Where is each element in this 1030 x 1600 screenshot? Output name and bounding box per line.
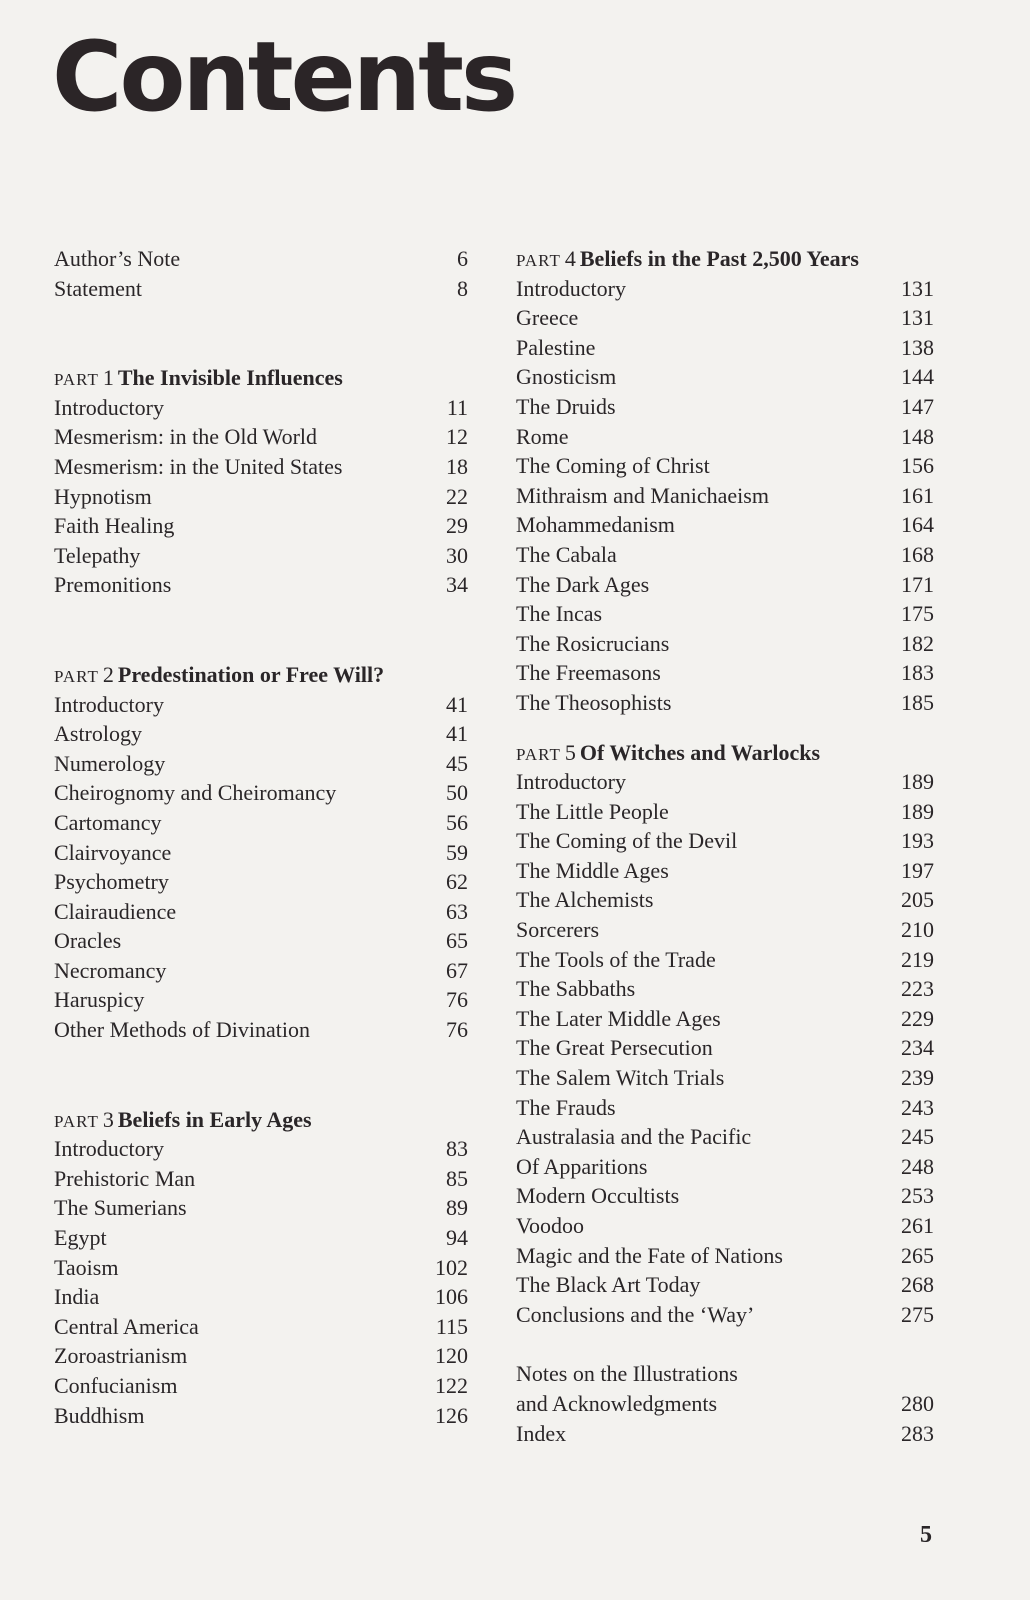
entry-page: 265 bbox=[901, 1242, 934, 1268]
page-title: Contents bbox=[52, 21, 516, 133]
toc-entry bbox=[516, 599, 934, 629]
entry-page: 245 bbox=[901, 1124, 934, 1150]
entry-page: 89 bbox=[446, 1195, 468, 1221]
toc-entry bbox=[54, 541, 468, 571]
entry-label: Introductory bbox=[54, 394, 164, 420]
toc-entry bbox=[516, 1300, 934, 1330]
toc-entry bbox=[54, 690, 468, 720]
entry-label: The Later Middle Ages bbox=[516, 1005, 721, 1031]
toc-entry bbox=[516, 333, 934, 363]
toc-entry bbox=[516, 1033, 934, 1063]
entry-label: Statement bbox=[54, 275, 142, 301]
entry-label: Psychometry bbox=[54, 869, 169, 895]
part-number: 3 bbox=[102, 1106, 114, 1132]
entry-page: 148 bbox=[901, 423, 934, 449]
part-label: PART bbox=[516, 744, 561, 764]
entry-page: 8 bbox=[457, 275, 468, 301]
entry-label: The Coming of the Devil bbox=[516, 828, 738, 854]
entry-page: 156 bbox=[901, 453, 934, 479]
toc-entry bbox=[516, 570, 934, 600]
toc-entry bbox=[516, 422, 934, 452]
entry-page: 122 bbox=[435, 1373, 468, 1398]
entry-page: 193 bbox=[901, 828, 934, 854]
entry-label: Conclusions and the ‘Way’ bbox=[516, 1301, 755, 1327]
entry-label: and Acknowledgments bbox=[516, 1390, 718, 1416]
part-heading bbox=[54, 660, 468, 690]
toc-entry bbox=[516, 797, 934, 827]
toc-entry bbox=[54, 1223, 468, 1253]
entry-label: Australasia and the Pacific bbox=[516, 1124, 752, 1150]
toc-entry bbox=[54, 897, 468, 927]
entry-label: The Salem Witch Trials bbox=[516, 1065, 725, 1091]
entry-label: Rome bbox=[516, 423, 569, 449]
toc-entry bbox=[516, 1270, 934, 1300]
toc-entry bbox=[54, 1253, 468, 1283]
toc-entry bbox=[54, 778, 468, 808]
toc-entry bbox=[516, 826, 934, 856]
entry-label: Numerology bbox=[54, 750, 166, 776]
entry-label: The Rosicrucians bbox=[516, 630, 670, 656]
part-number: 1 bbox=[102, 365, 114, 391]
entry-label: Cheirognomy and Cheiromancy bbox=[54, 780, 337, 806]
entry-page: 239 bbox=[901, 1065, 934, 1091]
entry-label: The Great Persecution bbox=[516, 1035, 713, 1061]
toc-entry bbox=[54, 749, 468, 779]
entry-page: 243 bbox=[901, 1094, 934, 1120]
entry-label: Prehistoric Man bbox=[54, 1165, 196, 1191]
entry-label: Modern Occultists bbox=[516, 1183, 680, 1209]
entry-page: 29 bbox=[446, 513, 468, 539]
entry-label: The Frauds bbox=[516, 1094, 616, 1120]
entry-label: Magic and the Fate of Nations bbox=[516, 1242, 783, 1268]
entry-label: Confucianism bbox=[54, 1373, 178, 1398]
toc-entry bbox=[516, 1093, 934, 1123]
toc-entry bbox=[54, 422, 468, 452]
entry-label: The Little People bbox=[516, 798, 669, 824]
part-section bbox=[516, 244, 934, 718]
entry-page: 164 bbox=[901, 512, 934, 538]
part-label: PART bbox=[54, 666, 99, 686]
entry-page: 175 bbox=[901, 601, 934, 627]
part-title: Predestination or Free Will? bbox=[117, 661, 385, 687]
toc-entry bbox=[516, 1152, 934, 1182]
toc-entry bbox=[516, 915, 934, 945]
entry-page: 223 bbox=[901, 976, 934, 1002]
entry-label: Author’s Note bbox=[54, 246, 181, 271]
entry-page: 248 bbox=[901, 1153, 934, 1179]
entry-page: 83 bbox=[446, 1136, 468, 1162]
toc-entry bbox=[54, 274, 468, 304]
toc-entry bbox=[54, 1341, 468, 1371]
entry-label: Astrology bbox=[54, 721, 142, 747]
toc-entry bbox=[54, 956, 468, 986]
toc-entry bbox=[54, 244, 468, 274]
entry-label: The Incas bbox=[516, 601, 603, 627]
toc-entry bbox=[54, 926, 468, 956]
toc-entry bbox=[516, 885, 934, 915]
entry-label: Notes on the Illustrations bbox=[516, 1361, 738, 1387]
entry-page: 253 bbox=[901, 1183, 934, 1209]
entry-page: 197 bbox=[901, 857, 934, 883]
entry-page: 120 bbox=[435, 1343, 468, 1369]
toc-entry bbox=[54, 1312, 468, 1342]
entry-label: Introductory bbox=[516, 769, 626, 795]
part-label: PART bbox=[516, 251, 561, 270]
entry-label: Faith Healing bbox=[54, 513, 175, 539]
entry-page: 67 bbox=[446, 957, 468, 983]
entry-label: Necromancy bbox=[54, 957, 167, 983]
toc-entry bbox=[516, 1389, 934, 1419]
toc-entry bbox=[516, 629, 934, 659]
entry-label: The Alchemists bbox=[516, 887, 654, 913]
entry-page: 94 bbox=[446, 1225, 468, 1251]
entry-page: 283 bbox=[901, 1420, 934, 1446]
toc-entry bbox=[516, 510, 934, 540]
entry-label: Other Methods of Divination bbox=[54, 1017, 311, 1043]
entry-page: 11 bbox=[446, 394, 468, 420]
entry-label: The Tools of the Trade bbox=[516, 946, 716, 972]
entry-page: 161 bbox=[901, 482, 934, 508]
entry-label: The Black Art Today bbox=[516, 1272, 701, 1298]
entry-label: The Druids bbox=[516, 393, 616, 419]
entry-page: 268 bbox=[901, 1272, 934, 1298]
toc-entry bbox=[54, 1193, 468, 1223]
toc-entry bbox=[54, 1164, 468, 1194]
entry-page: 234 bbox=[901, 1035, 934, 1061]
left-column bbox=[54, 244, 468, 1430]
entry-page: 106 bbox=[435, 1284, 468, 1310]
entry-label: Clairaudience bbox=[54, 898, 177, 924]
entry-label: Central America bbox=[54, 1313, 199, 1339]
entry-page: 56 bbox=[446, 809, 468, 835]
entry-page: 189 bbox=[901, 769, 934, 795]
entry-label: Telepathy bbox=[54, 542, 141, 568]
entry-page: 85 bbox=[446, 1165, 468, 1191]
entry-page: 18 bbox=[446, 453, 468, 479]
toc-entry bbox=[516, 451, 934, 481]
entry-label: Greece bbox=[516, 305, 579, 331]
toc-entry bbox=[54, 570, 468, 600]
part-number: 2 bbox=[102, 661, 114, 687]
toc-entry bbox=[516, 1004, 934, 1034]
entry-label: The Sumerians bbox=[54, 1195, 187, 1221]
entry-label: Gnosticism bbox=[516, 364, 617, 390]
part-section bbox=[54, 363, 468, 600]
entry-page: 45 bbox=[446, 750, 468, 776]
entry-page: 183 bbox=[901, 660, 934, 686]
toc-entry bbox=[516, 540, 934, 570]
toc-entry bbox=[516, 303, 934, 333]
entry-page: 147 bbox=[901, 393, 934, 419]
entry-page: 12 bbox=[446, 424, 468, 450]
entry-label: The Freemasons bbox=[516, 660, 661, 686]
right-column bbox=[516, 244, 934, 1448]
entry-page: 205 bbox=[901, 887, 934, 913]
toc-entry bbox=[516, 856, 934, 886]
toc-entry bbox=[516, 658, 934, 688]
toc-entry bbox=[516, 1419, 934, 1449]
part-label: PART bbox=[54, 1111, 99, 1131]
toc-entry bbox=[54, 719, 468, 749]
toc-entry bbox=[516, 1181, 934, 1211]
toc-entry bbox=[54, 985, 468, 1015]
entry-page: 65 bbox=[446, 928, 468, 954]
entry-label: Clairvoyance bbox=[54, 839, 172, 865]
entry-label: The Theosophists bbox=[516, 689, 672, 715]
entry-page: 50 bbox=[446, 780, 468, 806]
toc-entry bbox=[516, 974, 934, 1004]
toc-entry bbox=[516, 1063, 934, 1093]
toc-entry bbox=[516, 688, 934, 718]
part-title: Of Witches and Warlocks bbox=[579, 739, 821, 765]
entry-label: Buddhism bbox=[54, 1402, 145, 1428]
toc-entry bbox=[516, 362, 934, 392]
entry-label: The Dark Ages bbox=[516, 571, 650, 597]
toc-entry bbox=[516, 481, 934, 511]
part-heading bbox=[516, 244, 934, 274]
toc-entry bbox=[54, 1371, 468, 1401]
part-heading bbox=[54, 1105, 468, 1135]
entry-label: The Coming of Christ bbox=[516, 453, 710, 479]
entry-page: 261 bbox=[901, 1213, 934, 1238]
toc-entry bbox=[516, 1241, 934, 1271]
part-title: The Invisible Influences bbox=[117, 365, 343, 391]
entry-page: 210 bbox=[901, 917, 934, 943]
entry-label: Sorcerers bbox=[516, 917, 600, 943]
toc-entry bbox=[54, 482, 468, 512]
entry-label: India bbox=[54, 1284, 100, 1310]
toc-entry bbox=[54, 1134, 468, 1164]
entry-page: 59 bbox=[446, 839, 468, 865]
entry-label: Hypnotism bbox=[54, 483, 152, 509]
toc-entry bbox=[516, 1359, 934, 1389]
part-number: 5 bbox=[564, 739, 576, 765]
entry-page: 280 bbox=[901, 1390, 934, 1416]
toc-entry bbox=[54, 1401, 468, 1431]
entry-page: 115 bbox=[435, 1313, 468, 1339]
entry-page: 126 bbox=[435, 1402, 468, 1428]
entry-page: 41 bbox=[446, 721, 468, 747]
entry-label: Zoroastrianism bbox=[54, 1343, 188, 1369]
entry-page: 131 bbox=[901, 305, 934, 331]
entry-page: 182 bbox=[901, 630, 934, 656]
entry-page: 34 bbox=[446, 572, 468, 598]
entry-label: Introductory bbox=[54, 1136, 164, 1162]
toc-entry bbox=[516, 1211, 934, 1241]
entry-page: 63 bbox=[446, 898, 468, 924]
entry-label: Palestine bbox=[516, 334, 596, 360]
entry-page: 189 bbox=[901, 798, 934, 824]
toc-entry bbox=[516, 945, 934, 975]
toc-entry bbox=[54, 393, 468, 423]
toc-entry bbox=[516, 767, 934, 797]
entry-label: Mithraism and Manichaeism bbox=[516, 482, 769, 508]
entry-page: 219 bbox=[901, 946, 934, 972]
toc-entry bbox=[54, 808, 468, 838]
part-heading bbox=[516, 738, 934, 768]
toc-entry bbox=[54, 1015, 468, 1045]
entry-label: Mohammedanism bbox=[516, 512, 675, 538]
toc-entry bbox=[54, 838, 468, 868]
entry-label: Introductory bbox=[516, 275, 626, 301]
entry-label: Mesmerism: in the Old World bbox=[54, 424, 318, 450]
entry-page: 76 bbox=[446, 987, 468, 1013]
entry-page: 22 bbox=[446, 483, 468, 509]
entry-label: Taoism bbox=[54, 1254, 119, 1280]
page-number: 5 bbox=[920, 1522, 932, 1548]
entry-page: 62 bbox=[446, 869, 468, 895]
toc-entry bbox=[516, 392, 934, 422]
part-section bbox=[516, 738, 934, 1330]
toc-entry bbox=[54, 511, 468, 541]
part-section bbox=[54, 1105, 468, 1431]
entry-label: Index bbox=[516, 1420, 567, 1446]
entry-page: 144 bbox=[901, 364, 934, 390]
toc-entry bbox=[54, 452, 468, 482]
entry-page: 138 bbox=[901, 334, 934, 360]
part-title: Beliefs in Early Ages bbox=[117, 1106, 312, 1132]
entry-label: Premonitions bbox=[54, 572, 172, 598]
entry-page: 171 bbox=[901, 571, 934, 597]
entry-page: 229 bbox=[901, 1005, 934, 1031]
toc-entry bbox=[516, 274, 934, 304]
part-section bbox=[54, 660, 468, 1045]
entry-label: The Middle Ages bbox=[516, 857, 669, 883]
entry-page: 30 bbox=[446, 542, 468, 568]
toc-entry bbox=[516, 1122, 934, 1152]
entry-label: Oracles bbox=[54, 928, 122, 954]
entry-page: 6 bbox=[457, 246, 468, 271]
entry-label: Egypt bbox=[54, 1225, 107, 1251]
entry-label: Haruspicy bbox=[54, 987, 145, 1013]
toc-entry bbox=[54, 1282, 468, 1312]
toc-entry bbox=[54, 867, 468, 897]
entry-label: Mesmerism: in the United States bbox=[54, 453, 343, 479]
entry-page: 275 bbox=[901, 1301, 934, 1327]
part-label: PART bbox=[54, 370, 99, 390]
entry-page: 41 bbox=[446, 691, 468, 717]
part-title: Beliefs in the Past 2,500 Years bbox=[579, 246, 859, 271]
entry-label: The Sabbaths bbox=[516, 976, 636, 1002]
entry-label: Voodoo bbox=[516, 1213, 585, 1238]
entry-label: Cartomancy bbox=[54, 809, 162, 835]
entry-label: The Cabala bbox=[516, 541, 617, 567]
entry-page: 168 bbox=[901, 541, 934, 567]
entry-label: Of Apparitions bbox=[516, 1153, 648, 1179]
entry-page: 102 bbox=[435, 1254, 468, 1280]
entry-page: 76 bbox=[446, 1017, 468, 1043]
entry-page: 131 bbox=[901, 275, 934, 301]
part-number: 4 bbox=[564, 246, 576, 271]
part-heading bbox=[54, 363, 468, 393]
entry-label: Introductory bbox=[54, 691, 164, 717]
entry-page: 185 bbox=[901, 689, 934, 715]
